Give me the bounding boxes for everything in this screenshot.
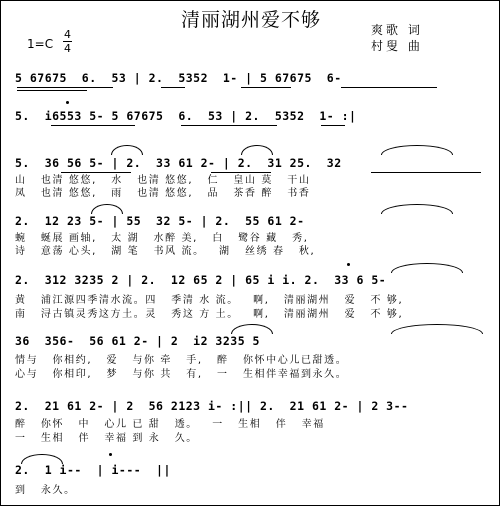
notation-line-8: 2. 1 i-- | i--- || [15,463,171,477]
meter-bottom: 4 [64,42,71,55]
beam-line [51,125,135,126]
beam-line [61,172,131,173]
lyric-line-5-verse-2: 南 浔古镇灵秀这方土。灵 秀这 方 土。 啊, 清丽湖州 爱 不 够, [15,309,404,320]
lyric-line-6-verse-1: 情与 你相约, 爱 与你 牵 手, 醉 你怀中心儿已甜透。 [15,355,348,366]
slur-mark [231,324,273,334]
beam-line [341,87,437,88]
notation-line-1: 5 67675 6. 53 | 2. 5352 1- | 5 67675 6- [15,71,342,85]
beam-line [211,172,271,173]
time-signature [63,29,72,54]
beam-line [181,125,277,126]
meter-top: 4 [64,28,71,41]
beam-line [17,87,113,88]
lyric-line-8-verse-1: 到 永久。 [15,485,76,496]
beam-line [371,172,481,173]
lyric-line-3-verse-2: 凤 也清 悠悠, 雨 也清 悠悠, 品 茶香 醉 书香 [15,188,311,199]
upper-octave-dot [109,453,112,456]
lyric-line-4-verse-1: 蜿 蜒展 画轴, 太 湖 水醉 美, 白 鹭谷 藏 秀, [15,233,309,244]
notation-line-3: 5. 36 56 5- | 2. 33 61 2- | 2. 31 25. 32 [15,156,342,170]
notation-line-5: 2. 312 3235 2 | 2. 12 65 2 | 65 i i. 2. 33 6 5- [15,273,387,287]
slur-mark [241,145,273,155]
slur-mark [91,204,123,214]
slur-mark [391,324,483,334]
lyricist-credit: 爽歌 词 [371,23,423,37]
notation-line-6: 36 356- 56 61 2- | 2 i2 3235 5 [15,334,260,348]
notation-line-7: 2. 21 61 2- | 2 56 2123 i- :|| 2. 21 61 2- | 2 3-- [15,399,409,413]
composer-credit: 村叟 曲 [371,39,423,53]
beam-line [241,87,291,88]
lyric-line-4-verse-2: 诗 意荡 心头, 湖 笔 书风 流。 湖 丝绣 春 秋, [15,246,316,257]
notation-line-4: 2. 12 23 5- | 55 32 5- | 2. 55 61 2- [15,214,305,228]
slur-mark [381,204,453,214]
slur-mark [111,145,143,155]
lower-octave-dot [66,101,69,104]
song-title: 清丽湖州爱不够 [180,9,321,31]
lyric-line-7-verse-2: 一 生相 伴 幸福 到 永 久。 [15,433,198,444]
beam-line [161,87,185,88]
notation-line-2: 5. i6553 5- 5 67675 6. 53 | 2. 5352 1- :| [15,109,357,123]
upper-octave-dot [347,263,350,266]
lyric-line-7-verse-1: 醉 你怀 中 心儿 已 甜 透。 一 生相 伴 幸福 [15,419,325,430]
lyric-line-3-verse-1: 山 也清 悠悠, 水 也清 悠悠, 仁 皇山 莫 干山 [15,175,311,186]
slur-mark [391,263,463,273]
slur-mark [21,454,63,464]
lyric-line-5-verse-1: 黄 浦江源四季清水流。四 季清 水 流。 啊, 清丽湖州 爱 不 够, [15,295,404,306]
key-signature: 1=C [27,37,54,51]
lyric-line-6-verse-2: 心与 你相印, 梦 与你 共 有, 一 生相伴幸福到永久。 [15,369,348,380]
beam-line [321,125,345,126]
slur-mark [381,145,453,155]
beam-line [17,90,87,91]
